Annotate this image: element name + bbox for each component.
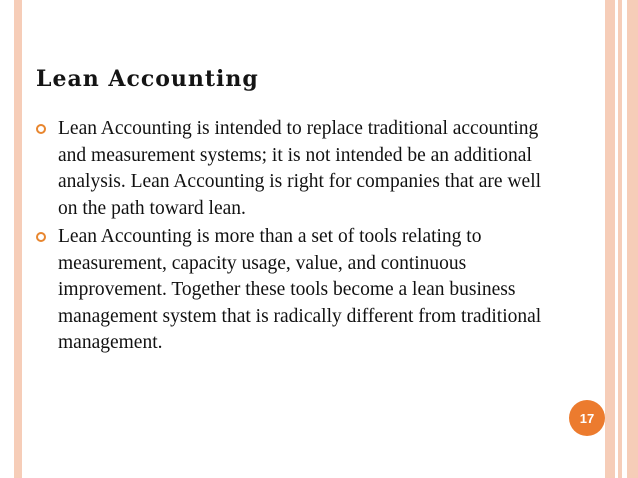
bullet-text: Lean Accounting is intended to replace traditional accounting and measurement systems; it is not intended be an additional analysis. Lean Accounting is right for companies that are well on the path toward lean. [58, 118, 542, 219]
bullet-item [36, 224, 556, 357]
page-number-badge: 17 [569, 400, 605, 436]
bullet-item [36, 116, 556, 222]
slide-title: Lean Accounting [36, 66, 259, 92]
left-decorative-stripe [14, 0, 22, 478]
circle-bullet-icon [36, 124, 46, 134]
circle-bullet-icon [36, 232, 46, 242]
bullet-text: Lean Accounting is more than a set of tools relating to measurement, capacity usage, value, and continuous improvement. Together these tools become a lean business management system that is radically different from traditional management. [58, 226, 542, 353]
right-decorative-stripe-thin [618, 0, 622, 478]
bullet-list [36, 116, 556, 359]
right-decorative-stripe [605, 0, 615, 478]
right-decorative-stripe-outer [627, 0, 638, 478]
